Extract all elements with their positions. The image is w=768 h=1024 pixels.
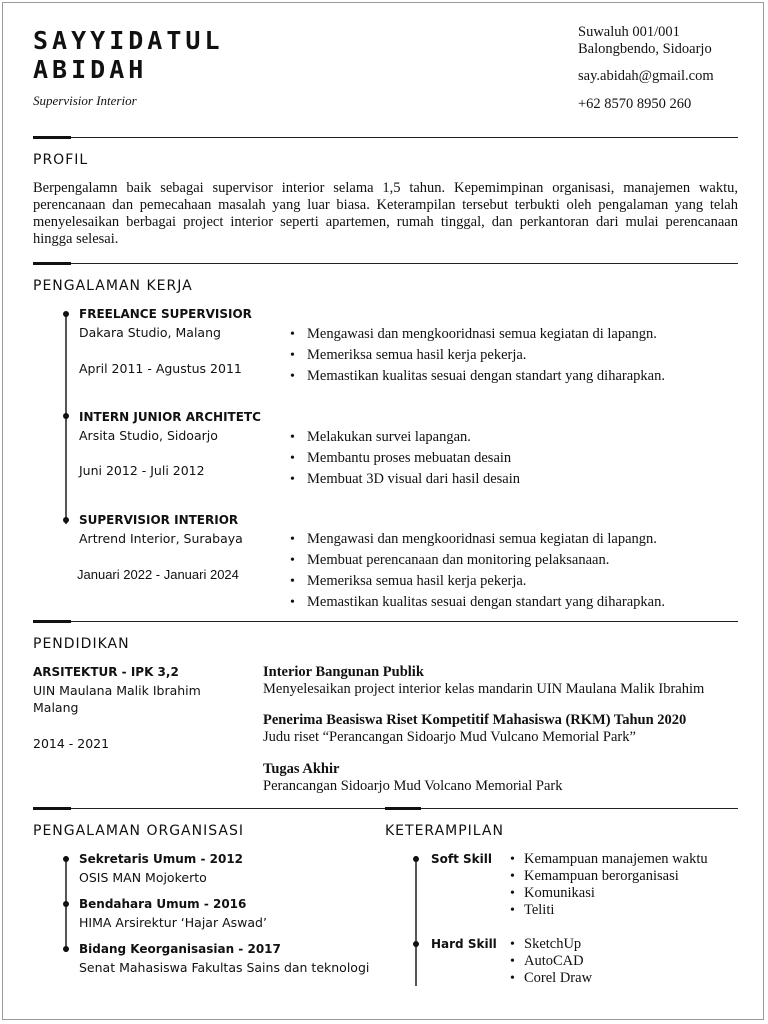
org-name: HIMA Arsirektur ‘Hajar Aswad’ — [79, 915, 267, 930]
job-company: Dakara Studio, Malang — [79, 325, 221, 340]
job-company: Arsita Studio, Sidoarjo — [79, 428, 218, 443]
list-item: • Kemampuan berorganisasi — [510, 868, 708, 885]
list-item: • Memeriksa semua hasil kerja pekerja. — [290, 571, 665, 592]
education-degree: ARSITEKTUR - IPK 3,2 — [33, 665, 179, 679]
org-name: Senat Mahasiswa Fakultas Sains dan teknologi — [79, 960, 370, 975]
achievement-desc: Menyelesaikan project interior kelas mandarin UIN Maulana Malik Ibrahim — [263, 681, 705, 697]
list-item: • Kemampuan manajemen waktu — [510, 851, 708, 868]
list-item: • Melakukan survei lapangan. — [290, 427, 520, 448]
section-heading-education: PENDIDIKAN — [33, 636, 130, 652]
name-line-2: ABIDAH — [33, 55, 148, 84]
divider-accent — [33, 807, 71, 810]
job-company: Artrend Interior, Surabaya — [79, 531, 243, 546]
name-line-1: SAYYIDATUL — [33, 26, 224, 55]
education-school-line-2: Malang — [33, 700, 79, 715]
list-item: • Mengawasi dan mengkooridnasi semua kegiatan di lapangn. — [290, 529, 665, 550]
education-years: 2014 - 2021 — [33, 736, 110, 751]
hard-skill-list — [510, 936, 592, 987]
timeline-dot — [413, 856, 419, 862]
education-school-line-1: UIN Maulana Malik Ibrahim — [33, 683, 201, 698]
list-item: • Teliti — [510, 902, 708, 919]
name-heading — [33, 26, 224, 84]
job-title: SUPERVISIOR INTERIOR — [79, 513, 239, 527]
job-dates: Juni 2012 - Juli 2012 — [79, 463, 205, 478]
address-line-2: Balongbendo, Sidoarjo — [578, 41, 712, 57]
timeline-dot — [63, 946, 69, 952]
job-title: FREELANCE SUPERVISIOR — [79, 307, 252, 321]
divider-accent — [385, 807, 421, 810]
org-role: Bendahara Umum - 2016 — [79, 897, 247, 911]
achievement-title: Interior Bangunan Publik — [263, 664, 424, 680]
section-heading-organization: PENGALAMAN ORGANISASI — [33, 823, 244, 839]
list-item: • Komunikasi — [510, 885, 708, 902]
org-name: OSIS MAN Mojokerto — [79, 870, 207, 885]
divider-accent — [33, 262, 71, 265]
divider — [33, 137, 738, 138]
job-title: INTERN JUNIOR ARCHITETC — [79, 410, 261, 424]
timeline-dot — [63, 901, 69, 907]
achievement-title: Tugas Akhir — [263, 761, 340, 777]
list-item: • Membuat perencanaan dan monitoring pelaksanaan. — [290, 550, 665, 571]
section-heading-experience: PENGALAMAN KERJA — [33, 278, 193, 294]
section-heading-skills: KETERAMPILAN — [385, 823, 504, 839]
soft-skill-list — [510, 851, 708, 919]
timeline-line — [415, 856, 417, 986]
timeline-dot — [413, 941, 419, 947]
list-item: • Membantu proses mebuatan desain — [290, 448, 520, 469]
hard-skill-label: Hard Skill — [431, 937, 497, 951]
list-item: • Corel Draw — [510, 970, 592, 987]
email: say.abidah@gmail.com — [578, 68, 714, 84]
soft-skill-label: Soft Skill — [431, 852, 492, 866]
list-item: • AutoCAD — [510, 953, 592, 970]
profil-text: Berpengalamn baik sebagai supervisor interior selama 1,5 tahun. Kepemimpinan organisasi, manajemen waktu, perencanaan dan pemecahaan masalah yang luar biasa. Keterampilan tersebut terbukti oleh pengalaman yang telah menyelesaikan berbagai project interior seperti apartemen, rumah tinggal, dan perkantoran dari mulai perencanaan hingga selesai. — [33, 180, 738, 247]
timeline-dot — [63, 517, 69, 523]
achievement-desc: Perancangan Sidoarjo Mud Volcano Memorial Park — [263, 778, 563, 794]
job-dates: Januari 2022 - Januari 2024 — [77, 567, 239, 582]
list-item: • Membuat 3D visual dari hasil desain — [290, 469, 520, 490]
divider-accent — [33, 136, 71, 139]
list-item: • Memastikan kualitas sesuai dengan standart yang diharapkan. — [290, 592, 665, 613]
list-item: • Memastikan kualitas sesuai dengan standart yang diharapkan. — [290, 366, 665, 387]
achievement-title: Penerima Beasiswa Riset Kompetitif Mahasiswa (RKM) Tahun 2020 — [263, 712, 687, 728]
timeline-dot — [63, 856, 69, 862]
org-role: Bidang Keorganisasian - 2017 — [79, 942, 281, 956]
achievement-desc: Judu riset “Perancangan Sidoarjo Mud Vulcano Memorial Park” — [263, 729, 636, 745]
list-item: • Mengawasi dan mengkooridnasi semua kegiatan di lapangn. — [290, 324, 665, 345]
job-bullets — [290, 427, 520, 490]
divider — [33, 263, 738, 264]
section-heading-profil: PROFIL — [33, 152, 89, 168]
list-item: • Memeriksa semua hasil kerja pekerja. — [290, 345, 665, 366]
timeline-dot — [63, 311, 69, 317]
job-dates: April 2011 - Agustus 2011 — [79, 361, 242, 376]
list-item: • SketchUp — [510, 936, 592, 953]
divider — [33, 621, 738, 622]
address-line-1: Suwaluh 001/001 — [578, 24, 680, 40]
phone: +62 8570 8950 260 — [578, 96, 692, 112]
job-role: Supervisior Interior — [33, 93, 137, 108]
job-bullets — [290, 324, 665, 387]
divider-accent — [33, 620, 71, 623]
job-bullets — [290, 529, 665, 613]
timeline-dot — [63, 413, 69, 419]
org-role: Sekretaris Umum - 2012 — [79, 852, 244, 866]
